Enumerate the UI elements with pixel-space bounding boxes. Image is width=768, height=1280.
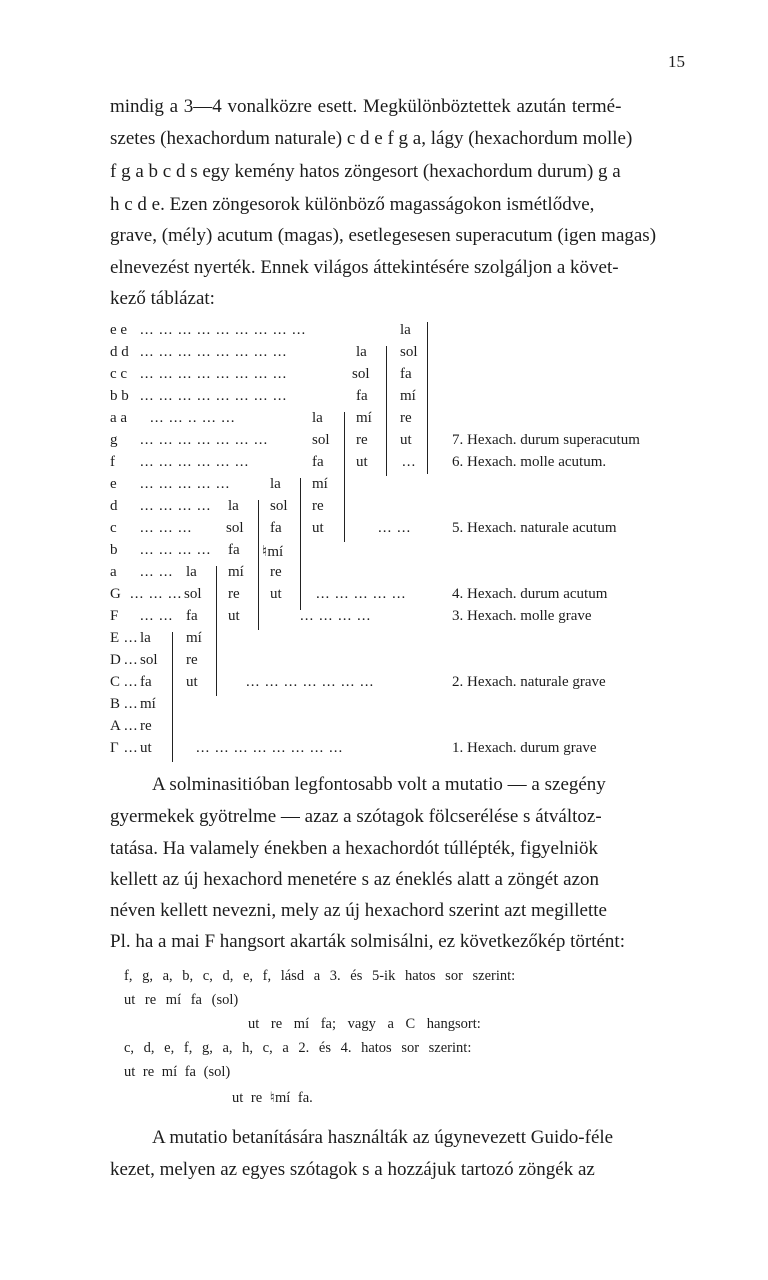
body-line: néven kellett nevezni, mely az új hexachord szerint azt megillette <box>110 900 607 921</box>
table-note: f <box>110 454 115 470</box>
example-line: f, g, a, b, c, d, e, f, lásd a 3. és 5-ik hatos sor szerint: <box>124 968 516 984</box>
hexachord-leader: ... ... ... ... ... ... ... <box>246 674 375 690</box>
table-syllable: fa <box>400 366 412 382</box>
intro-line: f g a b c d s egy kemény hatos zöngesort (hexachordum durum) g a <box>110 161 621 182</box>
table-syllable: ut <box>270 586 282 602</box>
table-syllable: re <box>400 410 412 426</box>
hexachord-label: 6. Hexach. molle acutum. <box>452 454 607 470</box>
table-leader: ... <box>124 696 139 712</box>
table-syllable: la <box>228 498 239 514</box>
body-line: Pl. ha a mai F hangsort akarták solmisálni, ez következőkép történt: <box>110 931 625 952</box>
hexachord-leader: ... <box>402 454 417 470</box>
table-syllable: fa <box>228 542 240 558</box>
body-line: gyermekek gyötrelme — azaz a szótagok fölcserélése s átváltoz- <box>110 806 602 827</box>
table-note: e e <box>110 322 128 338</box>
table-leader: ... <box>124 740 139 756</box>
table-leader: ... ... ... <box>130 586 183 602</box>
table-note: a <box>110 564 117 580</box>
table-leader: ... ... .. ... ... <box>150 410 236 426</box>
hexachord-bracket <box>344 412 345 542</box>
example-line: c, d, e, f, g, a, h, c, a 2. és 4. hatos sor szerint: <box>124 1040 472 1056</box>
hexachord-label: 7. Hexach. durum superacutum <box>452 432 640 448</box>
table-syllable: re <box>140 718 152 734</box>
table-leader: ... ... ... <box>140 520 193 536</box>
table-syllable: ut <box>400 432 412 448</box>
table-syllable: ut <box>312 520 324 536</box>
table-syllable: sol <box>140 652 158 668</box>
table-syllable: ut <box>186 674 198 690</box>
table-syllable: re <box>228 586 240 602</box>
intro-line: kező táblázat: <box>110 288 215 309</box>
table-leader: ... ... ... ... ... ... ... ... ... <box>140 322 307 338</box>
table-leader: ... ... ... ... ... ... ... ... <box>140 344 288 360</box>
table-syllable: la <box>400 322 411 338</box>
table-leader: ... ... ... ... ... <box>140 476 231 492</box>
table-syllable: la <box>312 410 323 426</box>
table-syllable: sol <box>270 498 288 514</box>
table-leader: ... <box>124 674 139 690</box>
table-note: A <box>110 718 121 734</box>
hexachord-bracket <box>386 346 387 476</box>
table-syllable: mí <box>228 564 244 580</box>
closing-line: kezet, melyen az egyes szótagok s a hozzájuk tartozó zöngék az <box>110 1159 595 1180</box>
page-number: 15 <box>668 52 685 71</box>
example-line: ut re mí fa (sol) <box>124 992 239 1008</box>
table-note: c <box>110 520 117 536</box>
body-line: A solminasitióban legfontosabb volt a mutatio — a szegény <box>152 774 606 795</box>
table-note: c c <box>110 366 128 382</box>
intro-line: grave, (mély) acutum (magas), esetlegesesen superacutum (igen magas) <box>110 225 657 246</box>
table-leader: ... <box>124 652 139 668</box>
table-syllable: mí <box>186 630 202 646</box>
hexachord-bracket <box>300 478 301 610</box>
table-note: a a <box>110 410 128 426</box>
table-syllable: re <box>186 652 198 668</box>
table-syllable: re <box>312 498 324 514</box>
table-syllable: la <box>140 630 151 646</box>
hexachord-label: 3. Hexach. molle grave <box>452 608 592 624</box>
table-syllable: mí <box>400 388 416 404</box>
table-syllable: ut <box>356 454 368 470</box>
table-leader: ... ... ... ... ... ... ... ... <box>140 388 288 404</box>
table-syllable: mí <box>356 410 372 426</box>
table-syllable: re <box>356 432 368 448</box>
table-syllable: fa <box>270 520 282 536</box>
table-note: Γ <box>110 740 119 756</box>
example-line: ut re ♮mí fa. <box>232 1090 313 1106</box>
table-syllable: re <box>270 564 282 580</box>
table-note: d d <box>110 344 129 360</box>
table-leader: ... <box>124 630 139 646</box>
table-leader: ... ... ... ... ... ... ... <box>140 432 269 448</box>
table-syllable: ut <box>140 740 152 756</box>
table-syllable: sol <box>352 366 370 382</box>
table-syllable: mí <box>140 696 156 712</box>
table-note: F <box>110 608 119 624</box>
table-note: D <box>110 652 121 668</box>
hexachord-label: 5. Hexach. naturale acutum <box>452 520 617 536</box>
table-syllable: fa <box>312 454 324 470</box>
table-syllable: sol <box>184 586 202 602</box>
table-syllable: la <box>186 564 197 580</box>
table-syllable: la <box>356 344 367 360</box>
table-note: G <box>110 586 121 602</box>
table-note: e <box>110 476 117 492</box>
closing-line: A mutatio betanítására használták az úgynevezett Guido-féle <box>152 1127 614 1148</box>
example-line: ut re mí fa; vagy a C hangsort: <box>248 1016 481 1032</box>
table-syllable: fa <box>356 388 368 404</box>
hexachord-leader: ... ... ... ... ... <box>316 586 407 602</box>
body-line: tatása. Ha valamely énekben a hexachordót túllépték, figyelniök <box>110 838 599 859</box>
table-syllable: fa <box>186 608 198 624</box>
body-line: kellett az új hexachord menetére s az éneklés alatt a zöngét azon <box>110 869 599 890</box>
table-note: E <box>110 630 120 646</box>
hexachord-label: 1. Hexach. durum grave <box>452 740 597 756</box>
table-note: b b <box>110 388 129 404</box>
intro-line: h c d e. Ezen zöngesorok különböző magasságokon ismétlődve, <box>110 194 595 215</box>
hexachord-bracket <box>172 632 173 762</box>
hexachord-bracket <box>258 500 259 630</box>
hexachord-leader: ... ... ... ... <box>300 608 372 624</box>
table-leader: ... <box>124 718 139 734</box>
table-syllable: ♮mí <box>262 544 284 560</box>
hexachord-bracket <box>427 322 428 474</box>
table-syllable: mí <box>312 476 328 492</box>
table-syllable: sol <box>400 344 418 360</box>
table-note: B <box>110 696 121 712</box>
hexachord-label: 4. Hexach. durum acutum <box>452 586 608 602</box>
intro-line: elnevezést nyerték. Ennek világos áttekintésére szolgáljon a követ- <box>110 257 619 278</box>
table-note: b <box>110 542 118 558</box>
table-leader: ... ... <box>140 608 174 624</box>
table-syllable: fa <box>140 674 152 690</box>
table-note: g <box>110 432 118 448</box>
table-note: C <box>110 674 121 690</box>
table-leader: ... ... ... ... ... ... ... ... <box>140 366 288 382</box>
example-line: ut re mí fa (sol) <box>124 1064 231 1080</box>
table-leader: ... ... ... ... <box>140 542 212 558</box>
table-syllable: la <box>270 476 281 492</box>
hexachord-label: 2. Hexach. naturale grave <box>452 674 606 690</box>
table-leader: ... ... ... ... ... ... <box>140 454 250 470</box>
hexachord-leader: ... ... <box>378 520 412 536</box>
hexachord-leader: ... ... ... ... ... ... ... ... <box>196 740 344 756</box>
table-syllable: ut <box>228 608 240 624</box>
table-leader: ... ... ... ... <box>140 498 212 514</box>
table-leader: ... ... <box>140 564 174 580</box>
table-note: d <box>110 498 118 514</box>
intro-line: szetes (hexachordum naturale) c d e f g a, lágy (hexachordum molle) <box>110 128 633 149</box>
hexachord-bracket <box>216 566 217 696</box>
table-syllable: sol <box>312 432 330 448</box>
table-syllable: sol <box>226 520 244 536</box>
intro-line: mindig a 3—4 vonalközre esett. Megkülönböztettek azután termé- <box>110 96 622 117</box>
